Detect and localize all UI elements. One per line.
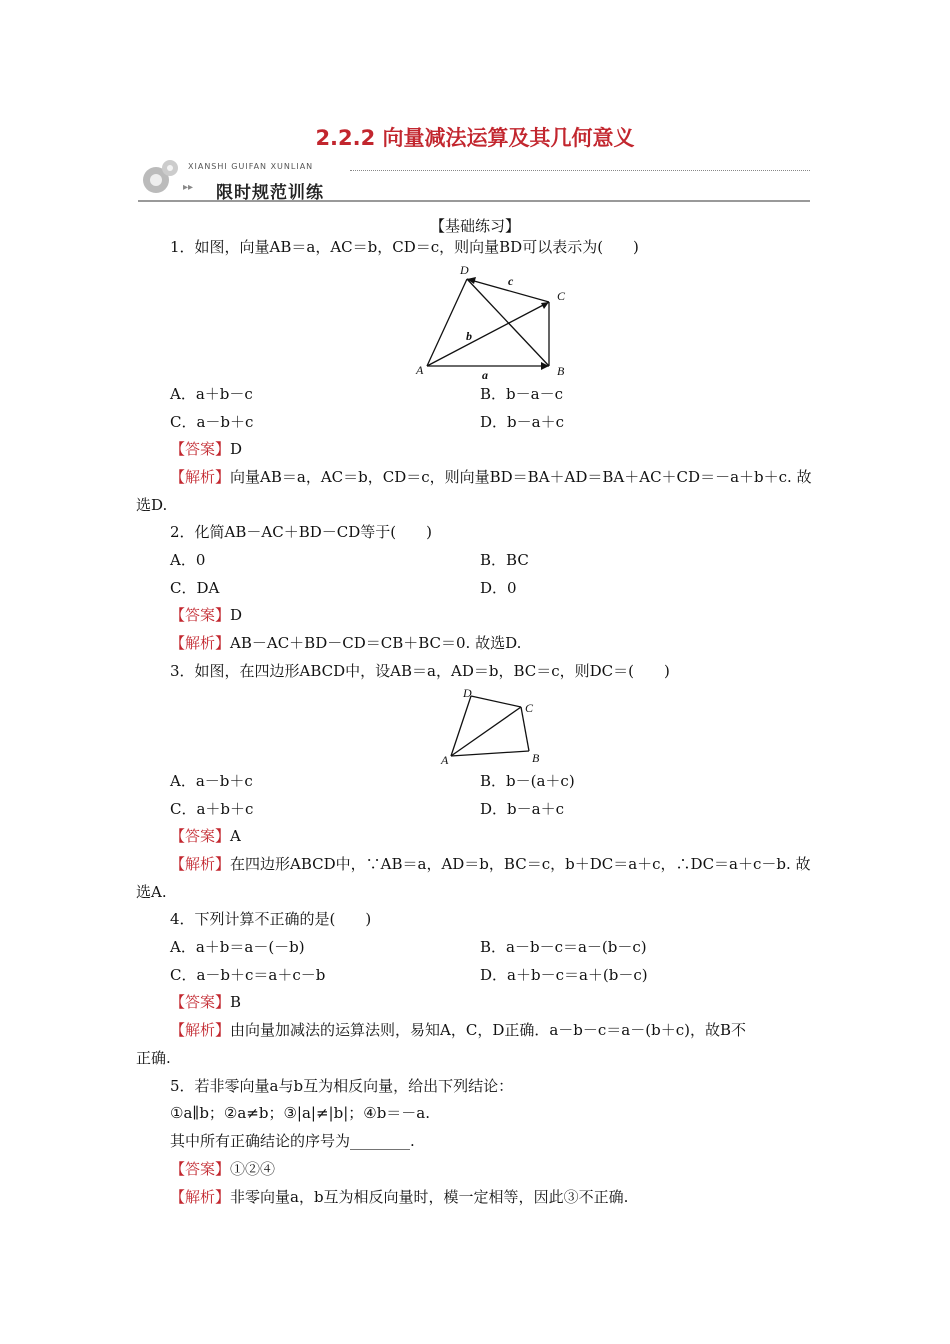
q4-option-b: B．a－b－c＝a－(b－c) — [480, 938, 647, 956]
q1-label-b: b — [466, 329, 472, 343]
q2-option-b: B．BC — [480, 551, 529, 569]
q5-analysis — [170, 1187, 628, 1207]
q1-answer-value: D — [230, 440, 243, 458]
q3-analysis-text: 在四边形ABCD中，∵AB＝a，AD＝b，BC＝c，b＋DC＝a＋c，∴DC＝a＋c－b. 故 — [230, 855, 811, 873]
q3-option-c: C．a＋b＋c — [170, 800, 254, 818]
q1-option-d: D．b－a＋c — [480, 413, 564, 431]
q1-label-B: B — [557, 364, 565, 378]
q5-question: 其中所有正确结论的序号为________. — [170, 1132, 415, 1150]
q3-analysis — [170, 854, 811, 874]
section-heading: 【基础练习】 — [429, 217, 520, 235]
q1-label-a: a — [482, 368, 488, 382]
answer-tag: 【答案】 — [170, 606, 231, 624]
banner-rule — [138, 200, 810, 202]
q1-answer — [170, 439, 242, 459]
q3-answer — [170, 826, 241, 846]
q2-analysis-text: AB－AC＋BD－CD＝CB＋BC＝0. 故选D. — [230, 634, 522, 652]
analysis-tag: 【解析】 — [170, 1021, 231, 1039]
section-banner — [138, 158, 810, 206]
analysis-tag: 【解析】 — [170, 634, 231, 652]
q2-analysis — [170, 633, 521, 653]
q1-label-C: C — [557, 289, 566, 303]
q1-option-b: B．b－a－c — [480, 385, 563, 403]
q5-stem: 5．若非零向量a与b互为相反向量，给出下列结论： — [170, 1077, 514, 1095]
banner-heading: 限时规范训练 — [216, 183, 324, 203]
q5-answer-value: ①②④ — [230, 1160, 276, 1178]
q5-analysis-text: 非零向量a，b互为相反向量时，模一定相等，因此③不正确. — [230, 1188, 629, 1206]
answer-tag: 【答案】 — [170, 440, 231, 458]
gear-logo-icon — [138, 158, 182, 202]
q1-analysis — [170, 467, 812, 487]
q4-option-d: D．a＋b－c＝a＋(b－c) — [480, 966, 648, 984]
q1-stem: 1．如图，向量AB＝a，AC＝b，CD＝c，则向量BD可以表示为( ) — [170, 238, 639, 256]
q3-label-D: D — [463, 686, 472, 700]
analysis-tag: 【解析】 — [170, 855, 231, 873]
analysis-tag: 【解析】 — [170, 468, 231, 486]
q4-option-c: C．a－b＋c＝a＋c－b — [170, 966, 326, 984]
q3-label-B: B — [532, 751, 540, 765]
q2-option-a: A．0 — [170, 551, 206, 569]
q3-label-C: C — [525, 701, 534, 715]
q1-option-c: C．a－b＋c — [170, 413, 254, 431]
q4-analysis — [170, 1020, 746, 1040]
q3-option-d: D．b－a＋c — [480, 800, 564, 818]
answer-tag: 【答案】 — [170, 827, 231, 845]
q3-figure — [436, 684, 548, 770]
banner-subtitle: XIANSHI GUIFAN XUNLIAN — [188, 162, 314, 171]
q4-answer-value: B — [230, 993, 242, 1011]
q3-label-A: A — [441, 753, 449, 767]
q1-label-c: c — [508, 274, 514, 288]
q4-analysis-cont: 正确. — [136, 1049, 171, 1067]
q2-answer-value: D — [230, 606, 243, 624]
q3-analysis-cont: 选A. — [136, 883, 167, 901]
q4-analysis-text: 由向量加减法的运算法则，易知A，C，D正确．a－b－c＝a－(b＋c)，故B不 — [230, 1021, 746, 1039]
q4-option-a: A．a＋b＝a－(－b) — [170, 938, 305, 956]
q4-stem: 4．下列计算不正确的是( ) — [170, 910, 372, 928]
banner-arrows-icon: ▸▸ — [183, 182, 194, 193]
q2-option-c: C．DA — [170, 579, 220, 597]
q2-option-d: D．0 — [480, 579, 517, 597]
q1-label-D: D — [460, 263, 469, 277]
answer-tag: 【答案】 — [170, 993, 231, 1011]
q2-answer — [170, 605, 242, 625]
analysis-tag: 【解析】 — [170, 1188, 231, 1206]
q1-analysis-text: 向量AB＝a，AC＝b，CD＝c，则向量BD＝BA＋AD＝BA＋AC＋CD＝－a＋b＋c. 故 — [230, 468, 812, 486]
q3-option-a: A．a－b＋c — [170, 772, 253, 790]
q5-answer — [170, 1159, 275, 1179]
page-title: 2.2.2 向量减法运算及其几何意义 — [315, 126, 635, 150]
q1-label-A: A — [416, 363, 424, 377]
q2-stem: 2．化简AB－AC＋BD－CD等于( ) — [170, 523, 432, 541]
q1-figure — [410, 262, 580, 382]
q1-analysis-cont: 选D. — [136, 496, 168, 514]
q3-stem: 3．如图，在四边形ABCD中，设AB＝a，AD＝b，BC＝c，则DC＝( ) — [170, 662, 670, 680]
q3-option-b: B．b－(a＋c) — [480, 772, 575, 790]
q1-option-a: A．a＋b－c — [170, 385, 253, 403]
q5-items: ①a∥b；②a≠b；③|a|≠|b|；④b＝－a. — [170, 1104, 431, 1122]
q3-answer-value: A — [230, 827, 241, 845]
banner-dotted-rule — [350, 170, 810, 171]
q4-answer — [170, 992, 241, 1012]
answer-tag: 【答案】 — [170, 1160, 231, 1178]
